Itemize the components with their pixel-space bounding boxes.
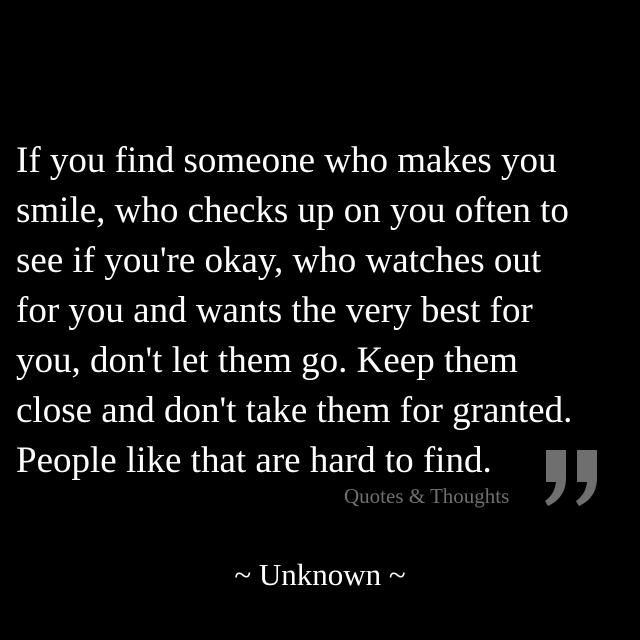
quote-line-7: People like that are hard to find. [16,440,492,481]
quote-line-1: If you find someone who makes you [16,140,557,181]
watermark-text: Quotes & Thoughts [344,484,510,508]
quote-line-2: smile, who checks up on you often to [16,190,569,231]
quote-line-5: you, don't let them go. Keep them [16,340,518,381]
quote-line-6: close and don't take them for granted. [16,390,573,431]
quote-line-4: for you and wants the very best for [16,290,533,331]
closing-quote-marks-icon [542,448,604,508]
quote-line-3: see if you're okay, who watches out [16,240,542,281]
attribution: ~ Unknown ~ [234,557,406,592]
